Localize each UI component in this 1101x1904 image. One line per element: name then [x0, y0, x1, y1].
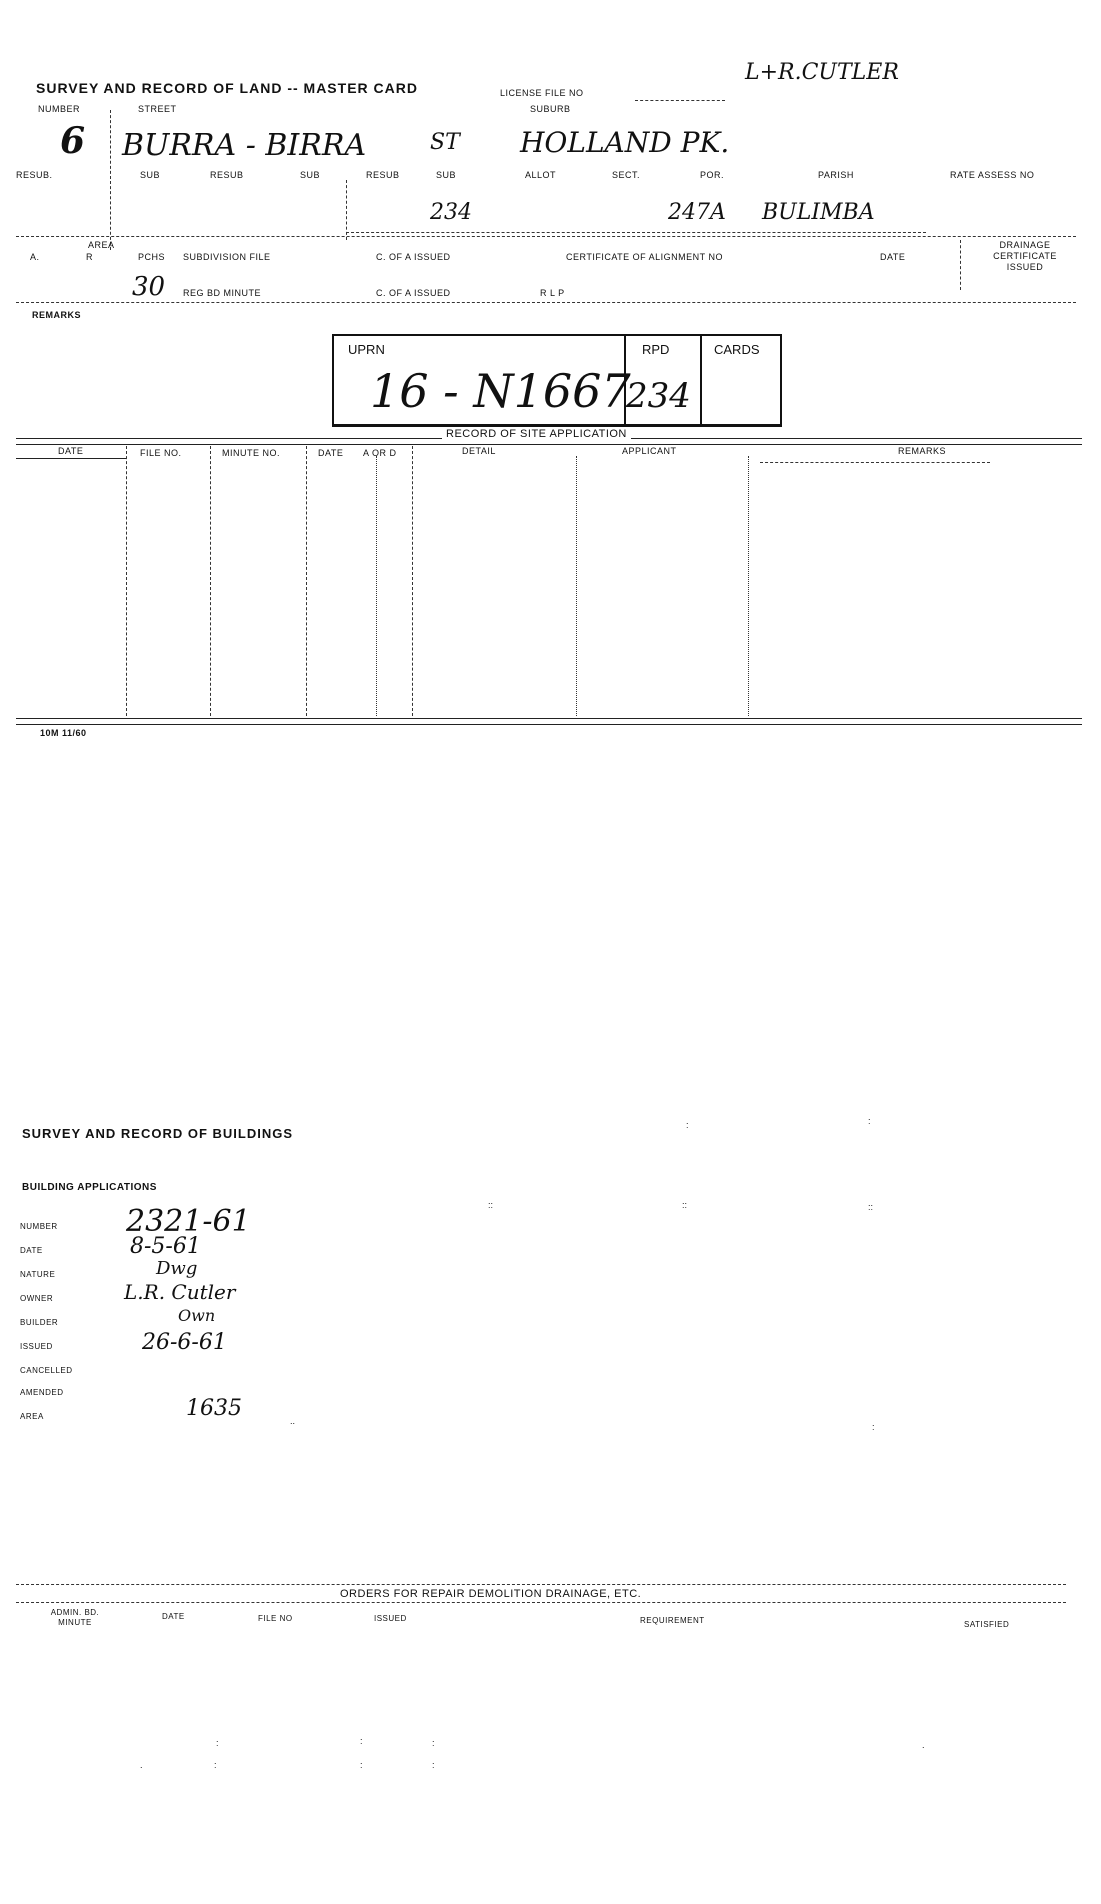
field-label-builder: BUILDER	[20, 1318, 59, 1327]
cert-alignment-label: CERTIFICATE OF ALIGNMENT NO	[566, 252, 724, 262]
land-card-title: SURVEY AND RECORD OF LAND -- MASTER CARD	[36, 80, 418, 96]
mark: :	[868, 1116, 871, 1126]
por-label: POR.	[700, 170, 725, 180]
date-label: DATE	[880, 252, 906, 262]
remarks-label: REMARKS	[32, 310, 82, 320]
field-label-number: NUMBER	[20, 1222, 58, 1231]
reg-bd-minute-label: REG BD MINUTE	[183, 288, 262, 298]
resub-label-2: RESUB	[210, 170, 244, 180]
c-of-a-issued-label: C. OF A ISSUED	[376, 252, 451, 262]
site-divider-5	[412, 446, 413, 716]
parish-value: BULIMBA	[762, 200, 875, 225]
row3-top-line	[16, 236, 1076, 237]
field-value-number: 2321-61	[126, 1204, 251, 1239]
mark: :	[214, 1760, 217, 1770]
site-date-underline	[16, 458, 126, 459]
mark: ::	[682, 1200, 688, 1210]
orders-col-satisfied: SATISFIED	[964, 1620, 1010, 1629]
buildings-title: SURVEY AND RECORD OF BUILDINGS	[22, 1126, 294, 1141]
site-divider-4	[376, 456, 377, 716]
site-col-a-or-d: A OR D	[363, 448, 397, 458]
sub-label-3: SUB	[436, 170, 457, 180]
mark: .	[140, 1760, 143, 1770]
field-value-area: 1635	[186, 1396, 242, 1421]
orders-top-line	[16, 1584, 1066, 1585]
sub-label-2: SUB	[300, 170, 321, 180]
site-col-date: DATE	[58, 446, 84, 456]
pchs-value: 30	[132, 272, 166, 302]
number-value: 6	[60, 120, 86, 162]
parish-label: PARISH	[818, 170, 854, 180]
mark: :	[360, 1760, 363, 1770]
site-app-title: RECORD OF SITE APPLICATION	[442, 428, 631, 440]
mark: :	[872, 1422, 875, 1432]
print-code: 10M 11/60	[40, 728, 87, 738]
orders-title: ORDERS FOR REPAIR DEMOLITION DRAINAGE, ETC.	[340, 1588, 642, 1600]
field-value-builder: Own	[178, 1306, 216, 1325]
resub-label: RESUB.	[16, 170, 53, 180]
rpd-label: RPD	[642, 342, 670, 357]
field-value-nature: Dwg	[156, 1258, 198, 1279]
site-divider-2	[210, 446, 211, 716]
rate-assess-label: RATE ASSESS NO	[950, 170, 1035, 180]
orders-col-requirement: REQUIREMENT	[640, 1616, 705, 1625]
column-divider-1	[110, 110, 111, 250]
site-remarks-underline	[760, 462, 990, 463]
rp-label: R L P	[540, 288, 565, 298]
mark: ::	[488, 1200, 494, 1210]
a-label: A.	[30, 252, 40, 262]
mark: :	[360, 1736, 363, 1746]
mark: :	[432, 1760, 435, 1770]
site-col-minute-no: MINUTE NO.	[222, 448, 280, 458]
street-type-value: ST	[430, 130, 460, 155]
column-divider-2	[346, 180, 347, 240]
uprn-box	[332, 334, 782, 427]
cards-label: CARDS	[714, 342, 760, 357]
allot-label: ALLOT	[525, 170, 557, 180]
number-label: NUMBER	[38, 104, 81, 114]
site-divider-1	[126, 446, 127, 716]
resub-label-3: RESUB	[366, 170, 400, 180]
site-col-remarks: REMARKS	[898, 446, 947, 456]
orders-col-date: DATE	[162, 1612, 185, 1621]
field-value-issued: 26-6-61	[142, 1330, 227, 1355]
top-right-note: L+R.CUTLER	[745, 60, 899, 85]
license-file-no-label: LICENSE FILE NO	[500, 88, 584, 98]
por-value: 247A	[668, 200, 726, 225]
orders-col-file-no: FILE NO	[258, 1614, 293, 1623]
uprn-value: 16 - N1667	[370, 364, 631, 418]
row4-line	[16, 302, 1076, 303]
suburb-value: HOLLAND PK.	[520, 126, 730, 159]
mark: ..	[290, 1416, 296, 1426]
orders-col-issued: ISSUED	[374, 1614, 407, 1623]
subdivision-file-label: SUBDIVISION FILE	[183, 252, 271, 262]
orders-col-minute: ADMIN. BD. MINUTE	[50, 1608, 100, 1627]
orders-header-line	[16, 1602, 1066, 1603]
street-label: STREET	[138, 104, 177, 114]
building-applications-label: BUILDING APPLICATIONS	[22, 1182, 157, 1193]
row2-line	[346, 232, 926, 233]
field-label-amended: AMENDED	[20, 1388, 64, 1397]
mark: :	[686, 1120, 689, 1130]
site-col-applicant: APPLICANT	[622, 446, 677, 456]
site-col-detail: DETAIL	[462, 446, 496, 456]
rpd-value: 234	[626, 376, 691, 416]
drainage-divider	[960, 240, 961, 290]
site-col-file-no: FILE NO.	[140, 448, 182, 458]
area-label: AREA	[88, 240, 115, 250]
mark: :	[216, 1738, 219, 1748]
pchs-label: PCHS	[138, 252, 166, 262]
field-label-issued: ISSUED	[20, 1342, 53, 1351]
mark: .	[922, 1740, 925, 1750]
r-label: R	[86, 252, 93, 262]
field-label-date: DATE	[20, 1246, 43, 1255]
site-col-date-2: DATE	[318, 448, 344, 458]
suburb-label: SUBURB	[530, 104, 571, 114]
license-file-line	[635, 100, 725, 101]
c-of-a-issued-label-2: C. OF A ISSUED	[376, 288, 451, 298]
street-value: BURRA - BIRRA	[122, 128, 367, 163]
sect-label: SECT.	[612, 170, 641, 180]
site-divider-3	[306, 446, 307, 716]
site-divider-7	[748, 456, 749, 716]
field-label-owner: OWNER	[20, 1294, 54, 1303]
uprn-label: UPRN	[348, 342, 385, 357]
rpd-divider	[700, 336, 702, 424]
field-label-nature: NATURE	[20, 1270, 56, 1279]
sub-label-1: SUB	[140, 170, 161, 180]
drainage-cert-label: DRAINAGE CERTIFICATE ISSUED	[993, 240, 1057, 272]
field-label-area: AREA	[20, 1412, 44, 1421]
allot-value: 234	[430, 200, 472, 225]
mark: :	[432, 1738, 435, 1748]
field-value-date: 8-5-61	[130, 1234, 201, 1259]
mark: ::	[868, 1202, 874, 1212]
site-app-bottom-line	[16, 718, 1082, 719]
site-divider-6	[576, 456, 577, 716]
site-app-header-line	[16, 444, 1082, 445]
site-app-bottom-line-2	[16, 724, 1082, 725]
field-label-cancelled: CANCELLED	[20, 1366, 73, 1375]
field-value-owner: L.R. Cutler	[124, 1280, 236, 1304]
